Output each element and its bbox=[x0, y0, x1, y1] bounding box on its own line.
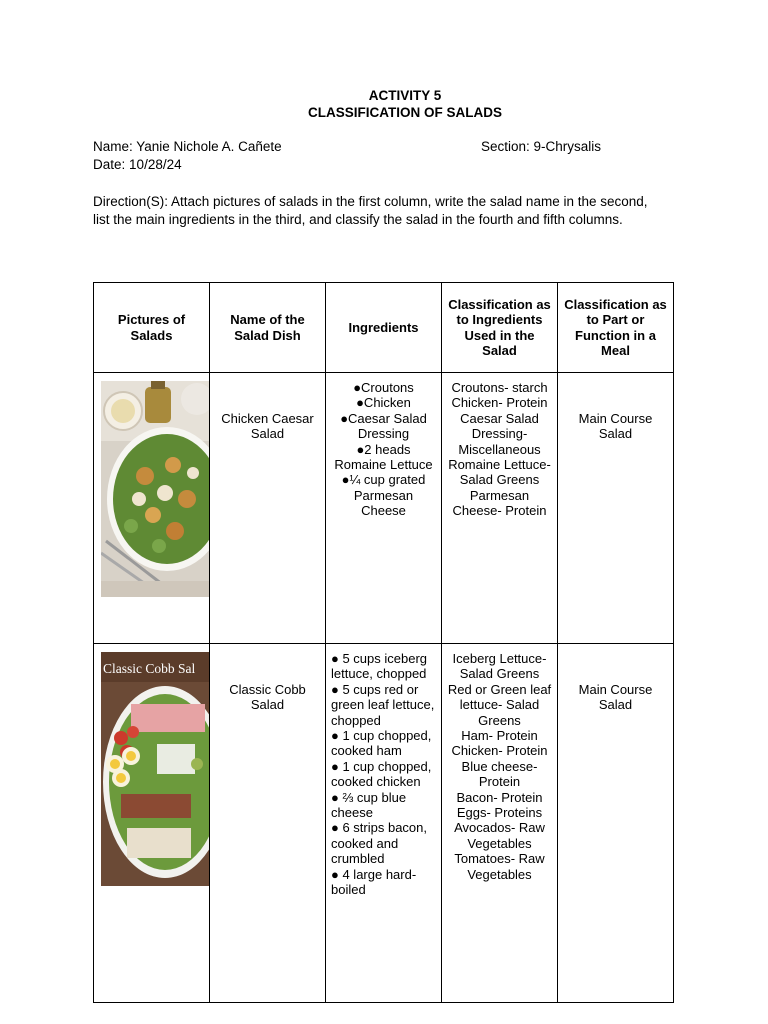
section-value: 9-Chrysalis bbox=[533, 139, 602, 154]
classification-item: Ham- Protein bbox=[461, 728, 538, 744]
direction-text: Direction(S): Attach pictures of salads in the first column, write the salad name in the second, list the main ingredients in the third, and classify the salad in the fourth and fifth columns. bbox=[93, 194, 648, 227]
classification-item: Blue cheese- Protein bbox=[461, 758, 538, 790]
name-value: Yanie Nichole A. Cañete bbox=[136, 139, 282, 154]
classification-item: Croutons- starch bbox=[451, 380, 548, 395]
name-label: Name: bbox=[93, 139, 133, 154]
classification-item: Chicken- Protein bbox=[451, 743, 548, 759]
classification-item: Chicken- Protein bbox=[451, 395, 548, 411]
section-label: Section: bbox=[481, 139, 530, 154]
classification-item: Iceberg Lettuce- Salad Greens bbox=[452, 651, 547, 682]
class-ingredients-cell bbox=[442, 644, 558, 1003]
classification-item: Avocados- Raw Vegetables bbox=[454, 820, 545, 851]
ingredient-item: ●¼ cup grated Parmesan Cheese bbox=[341, 472, 426, 519]
caesar-salad-photo bbox=[101, 381, 209, 597]
salad-table bbox=[93, 282, 674, 1003]
ingredients-cell bbox=[326, 644, 442, 1003]
date-label: Date: bbox=[93, 157, 126, 172]
ingredients-cell bbox=[326, 373, 442, 644]
header-class-meal: Classification as to Part or Function in a Meal bbox=[558, 283, 674, 373]
salad-name: Chicken Caesar Salad bbox=[210, 373, 326, 644]
picture-cell bbox=[94, 644, 210, 1003]
ingredient-item: ●Caesar Salad Dressing bbox=[340, 410, 427, 442]
ingredient-item: ● 5 cups red or green leaf lettuce, chopped bbox=[331, 681, 435, 728]
ingredient-item: ● 1 cup chopped, cooked chicken bbox=[331, 758, 432, 790]
date-value: 10/28/24 bbox=[129, 157, 182, 172]
ingredient-item: ●Croutons bbox=[353, 380, 414, 395]
cobb-salad-photo bbox=[101, 652, 209, 886]
picture-cell bbox=[94, 373, 210, 644]
activity-subtitle: CLASSIFICATION OF SALADS bbox=[308, 105, 502, 120]
header-pictures: Pictures of Salads bbox=[94, 283, 210, 373]
classification-item: Tomatoes- Raw Vegetables bbox=[454, 851, 545, 882]
ingredient-item: ●2 heads Romaine Lettuce bbox=[334, 441, 433, 473]
classification-item: Bacon- Protein bbox=[456, 789, 543, 805]
classification-item: Romaine Lettuce- Salad Greens bbox=[448, 457, 551, 488]
class-meal-cell: Main Course Salad bbox=[558, 373, 674, 644]
classification-item: Eggs- Proteins bbox=[456, 805, 543, 821]
ingredient-item: ●Chicken bbox=[356, 395, 411, 411]
section-line bbox=[481, 139, 601, 154]
header-class-ingredients: Classification as to Ingredients Used in the Salad bbox=[442, 283, 558, 373]
date-line bbox=[93, 157, 182, 172]
class-ingredients-cell bbox=[442, 373, 558, 644]
classification-item: Parmesan Cheese- Protein bbox=[452, 487, 547, 519]
ingredient-item: ● 6 strips bacon, cooked and crumbled bbox=[331, 820, 428, 867]
cobb-photo-caption: Classic Cobb Sal bbox=[103, 661, 196, 676]
header-row bbox=[94, 283, 674, 373]
class-meal-cell: Main Course Salad bbox=[558, 644, 674, 1003]
ingredient-item: ● ⅔ cup blue cheese bbox=[331, 789, 407, 821]
ingredient-item: ● 5 cups iceberg lettuce, chopped bbox=[331, 651, 428, 682]
name-line bbox=[93, 139, 282, 154]
header-name: Name of the Salad Dish bbox=[210, 283, 326, 373]
ingredient-item: ● 1 cup chopped, cooked ham bbox=[331, 728, 432, 759]
classification-item: Red or Green leaf lettuce- Salad Greens bbox=[447, 681, 552, 728]
header-ingredients: Ingredients bbox=[326, 283, 442, 373]
ingredient-item: ● 4 large hard-boiled bbox=[331, 866, 417, 898]
activity-title: ACTIVITY 5 bbox=[368, 88, 442, 103]
classification-item: Caesar Salad Dressing- Miscellaneous bbox=[458, 410, 541, 457]
table-row bbox=[94, 373, 674, 644]
table-row bbox=[94, 644, 674, 1003]
salad-name: Classic Cobb Salad bbox=[210, 644, 326, 1003]
